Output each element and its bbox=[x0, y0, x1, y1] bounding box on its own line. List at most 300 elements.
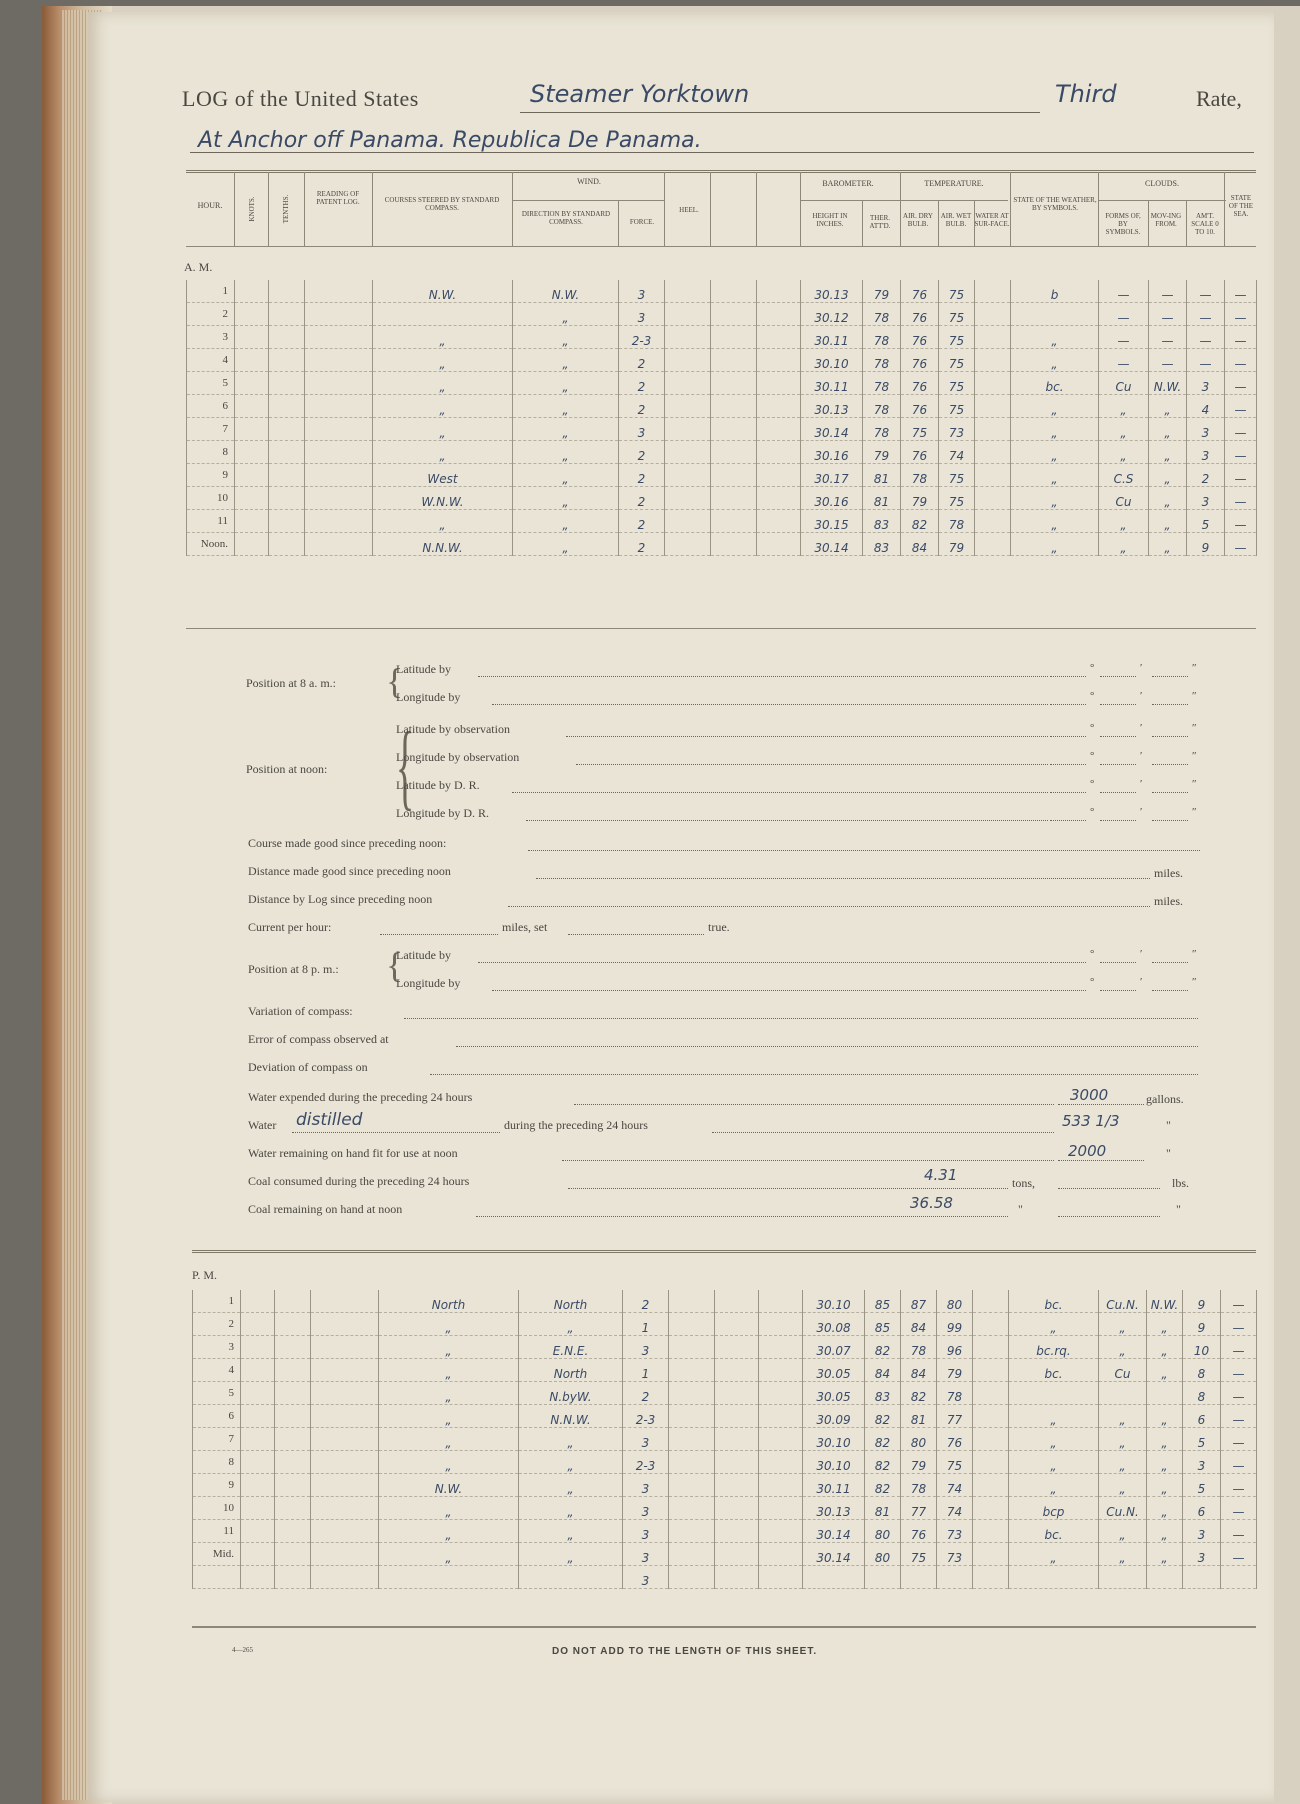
empty-cell bbox=[715, 1497, 759, 1520]
ther-cell: 78 bbox=[863, 303, 901, 326]
empty-cell bbox=[715, 1336, 759, 1359]
fill-line bbox=[1152, 820, 1188, 821]
ther-cell: 82 bbox=[865, 1336, 901, 1359]
pm-log-table bbox=[192, 1290, 1257, 1589]
ther-cell bbox=[865, 1566, 901, 1589]
moving-cell: „ bbox=[1147, 1359, 1183, 1382]
weather-cell: „ bbox=[1009, 1313, 1099, 1336]
fill-line bbox=[1058, 1160, 1144, 1161]
position-min-mark: ′ bbox=[1140, 976, 1143, 988]
empty-cell bbox=[757, 395, 801, 418]
empty-cell bbox=[973, 1474, 1009, 1497]
weather-cell: „ bbox=[1011, 441, 1099, 464]
ther-cell: 84 bbox=[865, 1359, 901, 1382]
dry-cell: 78 bbox=[901, 1474, 937, 1497]
forms-cell: „ bbox=[1099, 533, 1149, 556]
dir-cell: „ bbox=[513, 441, 619, 464]
empty-cell bbox=[269, 510, 305, 533]
moving-cell: — bbox=[1149, 303, 1187, 326]
empty-cell bbox=[711, 372, 757, 395]
force-cell: 2 bbox=[619, 510, 665, 533]
sea-cell: — bbox=[1221, 1290, 1257, 1313]
col-tenths-header: TENTHS. bbox=[282, 194, 290, 224]
weather-cell: bc. bbox=[1011, 372, 1099, 395]
empty-cell bbox=[757, 303, 801, 326]
pos-noon-long-obs-label: Longitude by observation bbox=[396, 750, 520, 764]
hour-cell: 11 bbox=[187, 510, 235, 533]
empty-cell bbox=[973, 1313, 1009, 1336]
empty-cell bbox=[973, 1336, 1009, 1359]
coal-consumed-label: Coal consumed during the preceding 24 hours bbox=[248, 1174, 470, 1188]
empty-cell bbox=[305, 280, 373, 303]
baro-cell: 30.12 bbox=[801, 303, 863, 326]
col-wind-force-header: FORCE. bbox=[629, 218, 655, 226]
location-underline bbox=[190, 152, 1254, 153]
am-log-table bbox=[186, 280, 1257, 556]
empty-cell bbox=[311, 1405, 379, 1428]
fill-line bbox=[1152, 990, 1188, 991]
hour-cell: 8 bbox=[193, 1451, 241, 1474]
empty-cell bbox=[305, 395, 373, 418]
dir-cell: „ bbox=[513, 372, 619, 395]
hour-cell: 4 bbox=[193, 1359, 241, 1382]
course-cell: „ bbox=[379, 1520, 519, 1543]
empty-cell bbox=[669, 1405, 715, 1428]
hour-cell: 8 bbox=[187, 441, 235, 464]
ther-cell: 83 bbox=[863, 533, 901, 556]
position-min-mark: ′ bbox=[1140, 948, 1143, 960]
empty-cell bbox=[715, 1428, 759, 1451]
position-sec-mark: ″ bbox=[1192, 690, 1197, 702]
col-baro-height-header: HEIGHT IN INCHES. bbox=[812, 212, 848, 228]
hdr-divider bbox=[1186, 200, 1187, 246]
weather-cell bbox=[1011, 303, 1099, 326]
sea-cell: — bbox=[1225, 349, 1257, 372]
empty-cell bbox=[669, 1428, 715, 1451]
empty-cell bbox=[975, 510, 1011, 533]
empty-cell bbox=[269, 372, 305, 395]
empty-cell bbox=[757, 441, 801, 464]
empty-cell bbox=[269, 441, 305, 464]
forms-cell: Cu bbox=[1099, 1359, 1147, 1382]
force-cell: 2-3 bbox=[619, 326, 665, 349]
empty-cell bbox=[275, 1474, 311, 1497]
col-weather-header: STATE OF THE WEATHER, BY SYMBOLS. bbox=[1013, 196, 1097, 212]
baro-subrule bbox=[800, 200, 1008, 201]
empty-cell bbox=[275, 1497, 311, 1520]
empty-cell bbox=[269, 280, 305, 303]
baro-cell: 30.15 bbox=[801, 510, 863, 533]
fill-line bbox=[1152, 736, 1188, 737]
moving-cell: „ bbox=[1149, 510, 1187, 533]
empty-cell bbox=[269, 464, 305, 487]
empty-cell bbox=[305, 441, 373, 464]
empty-cell bbox=[665, 280, 711, 303]
fill-line bbox=[1152, 704, 1188, 705]
dry-cell: 79 bbox=[901, 1451, 937, 1474]
course-cell: „ bbox=[373, 418, 513, 441]
position-deg-mark: ° bbox=[1090, 806, 1095, 818]
col-air-dry-header: AIR. DRY BULB. bbox=[903, 212, 933, 228]
hdr-divider bbox=[710, 172, 711, 246]
sea-cell: — bbox=[1225, 533, 1257, 556]
empty-cell bbox=[235, 372, 269, 395]
weather-cell: b bbox=[1011, 280, 1099, 303]
empty-cell bbox=[975, 349, 1011, 372]
wet-cell: 73 bbox=[937, 1543, 973, 1566]
wet-cell: 73 bbox=[937, 1520, 973, 1543]
position-sec-mark: ″ bbox=[1192, 722, 1197, 734]
col-knots-header: KNOTS. bbox=[248, 196, 256, 222]
empty-cell bbox=[665, 349, 711, 372]
empty-cell bbox=[241, 1336, 275, 1359]
wet-cell: 73 bbox=[939, 418, 975, 441]
fill-line bbox=[380, 934, 498, 935]
fill-line bbox=[1050, 792, 1086, 793]
force-cell: 3 bbox=[623, 1543, 669, 1566]
log-row bbox=[187, 418, 1257, 441]
dry-cell: 77 bbox=[901, 1497, 937, 1520]
wet-cell: 75 bbox=[939, 464, 975, 487]
ther-cell: 80 bbox=[865, 1520, 901, 1543]
dir-cell: North bbox=[519, 1359, 623, 1382]
sea-cell: — bbox=[1221, 1336, 1257, 1359]
ther-cell: 82 bbox=[865, 1451, 901, 1474]
amount-cell: 6 bbox=[1183, 1497, 1221, 1520]
forms-cell: — bbox=[1099, 280, 1149, 303]
position-min-mark: ′ bbox=[1140, 662, 1143, 674]
wet-cell bbox=[937, 1566, 973, 1589]
wet-cell: 75 bbox=[939, 280, 975, 303]
force-cell: 2 bbox=[619, 533, 665, 556]
ther-cell: 78 bbox=[863, 395, 901, 418]
deviation-label: Deviation of compass on bbox=[248, 1060, 368, 1074]
fill-line bbox=[1100, 676, 1136, 677]
empty-cell bbox=[715, 1313, 759, 1336]
course-made-good-label: Course made good since preceding noon: bbox=[248, 836, 447, 850]
amount-cell: 10 bbox=[1183, 1336, 1221, 1359]
dry-cell: 79 bbox=[901, 487, 939, 510]
empty-cell bbox=[235, 418, 269, 441]
forms-cell: — bbox=[1099, 349, 1149, 372]
coal-remaining-ditto: " bbox=[1018, 1202, 1023, 1216]
col-hour-header: HOUR. bbox=[197, 201, 223, 210]
pos-8pm-lat-label: Latitude by bbox=[396, 948, 451, 962]
fill-line bbox=[478, 962, 1048, 963]
empty-cell bbox=[715, 1382, 759, 1405]
ther-cell: 78 bbox=[863, 418, 901, 441]
empty-cell bbox=[305, 372, 373, 395]
empty-cell bbox=[235, 441, 269, 464]
log-row bbox=[187, 303, 1257, 326]
force-cell: 1 bbox=[623, 1313, 669, 1336]
empty-cell bbox=[757, 464, 801, 487]
position-min-mark: ′ bbox=[1140, 722, 1143, 734]
sea-cell bbox=[1221, 1566, 1257, 1589]
coal-consumed-lbs: lbs. bbox=[1172, 1176, 1190, 1190]
empty-cell bbox=[269, 349, 305, 372]
log-row bbox=[193, 1382, 1257, 1405]
empty-cell bbox=[275, 1451, 311, 1474]
weather-cell: „ bbox=[1009, 1474, 1099, 1497]
weather-cell: „ bbox=[1011, 349, 1099, 372]
position-deg-mark: ° bbox=[1090, 690, 1095, 702]
empty-cell bbox=[669, 1451, 715, 1474]
hour-cell: 3 bbox=[187, 326, 235, 349]
weather-cell: „ bbox=[1011, 464, 1099, 487]
col-air-wet-header: AIR. WET BULB. bbox=[940, 212, 972, 228]
forms-cell: Cu.N. bbox=[1099, 1290, 1147, 1313]
log-row bbox=[193, 1428, 1257, 1451]
water-distilled-handwritten: distilled bbox=[296, 1110, 363, 1130]
water-distilled-rest: during the preceding 24 hours bbox=[504, 1118, 648, 1132]
fill-line bbox=[1058, 1104, 1144, 1105]
moving-cell: „ bbox=[1147, 1497, 1183, 1520]
position-sec-mark: ″ bbox=[1192, 778, 1197, 790]
ther-cell: 81 bbox=[865, 1497, 901, 1520]
sea-cell: — bbox=[1225, 418, 1257, 441]
col-temperature-header: TEMPERATURE. bbox=[924, 179, 984, 188]
empty-cell bbox=[665, 464, 711, 487]
empty-cell bbox=[973, 1520, 1009, 1543]
col-clouds-header: CLOUDS. bbox=[1144, 179, 1179, 188]
hour-cell: 7 bbox=[187, 418, 235, 441]
dir-cell: N.byW. bbox=[519, 1382, 623, 1405]
empty-cell bbox=[235, 280, 269, 303]
weather-cell: bc. bbox=[1009, 1290, 1099, 1313]
pos-noon-label: Position at noon: bbox=[246, 762, 328, 776]
empty-cell bbox=[973, 1566, 1009, 1589]
current-per-hour-label: Current per hour: bbox=[248, 920, 332, 934]
amount-cell: — bbox=[1187, 280, 1225, 303]
col-patent-log-header: READING OF PATENT LOG. bbox=[316, 190, 360, 206]
coal-consumed-value: 4.31 bbox=[924, 1166, 958, 1184]
empty-cell bbox=[665, 326, 711, 349]
hdr-divider bbox=[938, 200, 939, 246]
weather-cell bbox=[1009, 1566, 1099, 1589]
ther-cell: 81 bbox=[863, 487, 901, 510]
force-cell: 3 bbox=[623, 1497, 669, 1520]
course-cell: North bbox=[379, 1290, 519, 1313]
amount-cell: 5 bbox=[1187, 510, 1225, 533]
dry-cell: 76 bbox=[901, 441, 939, 464]
empty-cell bbox=[975, 418, 1011, 441]
empty-cell bbox=[975, 464, 1011, 487]
hdr-divider bbox=[1224, 172, 1225, 246]
dry-cell: 76 bbox=[901, 349, 939, 372]
col-cloud-forms-header: FORMS OF, BY SYMBOLS. bbox=[1105, 212, 1141, 236]
forms-cell: — bbox=[1099, 303, 1149, 326]
empty-cell bbox=[305, 303, 373, 326]
hour-cell: 6 bbox=[193, 1405, 241, 1428]
ther-cell: 78 bbox=[863, 326, 901, 349]
weather-cell: bcp bbox=[1009, 1497, 1099, 1520]
forms-cell bbox=[1099, 1382, 1147, 1405]
empty-cell bbox=[235, 303, 269, 326]
empty-cell bbox=[757, 510, 801, 533]
dry-cell: 75 bbox=[901, 418, 939, 441]
course-cell: „ bbox=[373, 395, 513, 418]
dir-cell: „ bbox=[513, 349, 619, 372]
empty-cell bbox=[241, 1497, 275, 1520]
force-cell: 3 bbox=[623, 1428, 669, 1451]
force-cell: 3 bbox=[623, 1336, 669, 1359]
empty-cell bbox=[311, 1313, 379, 1336]
empty-cell bbox=[973, 1382, 1009, 1405]
dry-cell: 87 bbox=[901, 1290, 937, 1313]
log-row bbox=[193, 1405, 1257, 1428]
baro-cell: 30.10 bbox=[803, 1290, 865, 1313]
log-row bbox=[187, 441, 1257, 464]
water-distilled-ditto: " bbox=[1166, 1118, 1171, 1132]
col-wind-direction-header: DIRECTION BY STANDARD COMPASS. bbox=[521, 210, 611, 226]
hdr-divider bbox=[618, 200, 619, 246]
dry-cell: 84 bbox=[901, 533, 939, 556]
log-row bbox=[187, 487, 1257, 510]
pos-noon-long-dr-label: Longitude by D. R. bbox=[396, 806, 489, 820]
wet-cell: 75 bbox=[939, 303, 975, 326]
moving-cell bbox=[1147, 1382, 1183, 1405]
fill-line bbox=[566, 736, 1048, 737]
forms-cell: „ bbox=[1099, 1451, 1147, 1474]
weather-cell bbox=[1009, 1382, 1099, 1405]
dry-cell: 81 bbox=[901, 1405, 937, 1428]
moving-cell: „ bbox=[1149, 533, 1187, 556]
force-cell: 2 bbox=[619, 372, 665, 395]
pos-noon-lat-obs-label: Latitude by observation bbox=[396, 722, 510, 736]
hdr-divider bbox=[372, 172, 373, 246]
col-heel-header: HEEL. bbox=[679, 206, 699, 214]
fill-line bbox=[1100, 962, 1136, 963]
hour-cell: 5 bbox=[187, 372, 235, 395]
fill-line bbox=[1050, 676, 1086, 677]
empty-cell bbox=[973, 1290, 1009, 1313]
col-cloud-moving-header: MOV-ING FROM. bbox=[1150, 212, 1182, 228]
course-cell: N.W. bbox=[379, 1474, 519, 1497]
log-row bbox=[193, 1474, 1257, 1497]
baro-cell: 30.09 bbox=[803, 1405, 865, 1428]
moving-cell: — bbox=[1149, 349, 1187, 372]
empty-cell bbox=[241, 1405, 275, 1428]
dir-cell: „ bbox=[513, 510, 619, 533]
amount-cell: 3 bbox=[1187, 487, 1225, 510]
amount-cell: 3 bbox=[1183, 1451, 1221, 1474]
amount-cell: — bbox=[1187, 349, 1225, 372]
ther-cell: 83 bbox=[865, 1382, 901, 1405]
dir-cell: „ bbox=[519, 1451, 623, 1474]
sea-cell: — bbox=[1225, 487, 1257, 510]
empty-cell bbox=[241, 1451, 275, 1474]
baro-cell: 30.17 bbox=[801, 464, 863, 487]
amount-cell: 4 bbox=[1187, 395, 1225, 418]
forms-cell: „ bbox=[1099, 395, 1149, 418]
dry-cell bbox=[901, 1566, 937, 1589]
empty-cell bbox=[759, 1336, 803, 1359]
empty-cell bbox=[711, 395, 757, 418]
hdr-divider bbox=[1010, 172, 1011, 246]
empty-cell bbox=[669, 1382, 715, 1405]
empty-cell bbox=[665, 487, 711, 510]
moving-cell: N.W. bbox=[1147, 1290, 1183, 1313]
empty-cell bbox=[305, 418, 373, 441]
force-cell: 3 bbox=[623, 1520, 669, 1543]
forms-cell: „ bbox=[1099, 1336, 1147, 1359]
dir-cell: „ bbox=[513, 303, 619, 326]
clouds-subrule bbox=[1098, 200, 1226, 201]
log-row bbox=[193, 1359, 1257, 1382]
empty-cell bbox=[757, 326, 801, 349]
wet-cell: 74 bbox=[937, 1497, 973, 1520]
moving-cell: — bbox=[1149, 326, 1187, 349]
empty-cell bbox=[269, 395, 305, 418]
pos-8am-long-label: Longitude by bbox=[396, 690, 461, 704]
hdr-divider bbox=[234, 172, 235, 246]
baro-cell: 30.07 bbox=[803, 1336, 865, 1359]
empty-cell bbox=[241, 1290, 275, 1313]
empty-cell bbox=[275, 1405, 311, 1428]
force-cell: 2 bbox=[619, 441, 665, 464]
fill-line bbox=[712, 1132, 1054, 1133]
sea-cell: — bbox=[1225, 510, 1257, 533]
amount-cell: — bbox=[1187, 303, 1225, 326]
forms-cell: „ bbox=[1099, 1474, 1147, 1497]
empty-cell bbox=[235, 326, 269, 349]
sea-cell: — bbox=[1221, 1497, 1257, 1520]
fill-line bbox=[292, 1132, 500, 1133]
sea-cell: — bbox=[1225, 441, 1257, 464]
empty-cell bbox=[759, 1497, 803, 1520]
rate-label: Rate, bbox=[1196, 86, 1242, 111]
forms-cell: „ bbox=[1099, 418, 1149, 441]
empty-cell bbox=[665, 510, 711, 533]
empty-cell bbox=[759, 1451, 803, 1474]
moving-cell bbox=[1147, 1566, 1183, 1589]
hdr-divider bbox=[1098, 172, 1099, 246]
weather-cell: „ bbox=[1011, 395, 1099, 418]
empty-cell bbox=[241, 1428, 275, 1451]
pos-noon-lat-dr-label: Latitude by D. R. bbox=[396, 778, 480, 792]
empty-cell bbox=[757, 280, 801, 303]
dir-cell: „ bbox=[519, 1543, 623, 1566]
empty-cell bbox=[665, 441, 711, 464]
log-row bbox=[193, 1520, 1257, 1543]
dry-cell: 76 bbox=[901, 326, 939, 349]
fill-line bbox=[576, 764, 1048, 765]
ther-cell: 81 bbox=[863, 464, 901, 487]
moving-cell: „ bbox=[1147, 1336, 1183, 1359]
hour-cell: 6 bbox=[187, 395, 235, 418]
dir-cell: N.W. bbox=[513, 280, 619, 303]
empty-cell bbox=[669, 1543, 715, 1566]
empty-cell bbox=[269, 533, 305, 556]
empty-cell bbox=[665, 533, 711, 556]
empty-cell bbox=[311, 1497, 379, 1520]
empty-cell bbox=[669, 1290, 715, 1313]
fill-line bbox=[562, 1160, 1054, 1161]
water-remaining-ditto: " bbox=[1166, 1146, 1171, 1160]
location-line: At Anchor off Panama. Republica De Panama. bbox=[198, 128, 702, 153]
empty-cell bbox=[975, 487, 1011, 510]
fill-line bbox=[574, 1104, 1054, 1105]
water-remaining-label: Water remaining on hand fit for use at noon bbox=[248, 1146, 458, 1160]
dry-cell: 80 bbox=[901, 1428, 937, 1451]
fill-line bbox=[1152, 962, 1188, 963]
empty-cell bbox=[973, 1497, 1009, 1520]
forms-cell bbox=[1099, 1566, 1147, 1589]
empty-cell bbox=[757, 349, 801, 372]
sea-cell: — bbox=[1221, 1428, 1257, 1451]
baro-cell: 30.13 bbox=[801, 280, 863, 303]
